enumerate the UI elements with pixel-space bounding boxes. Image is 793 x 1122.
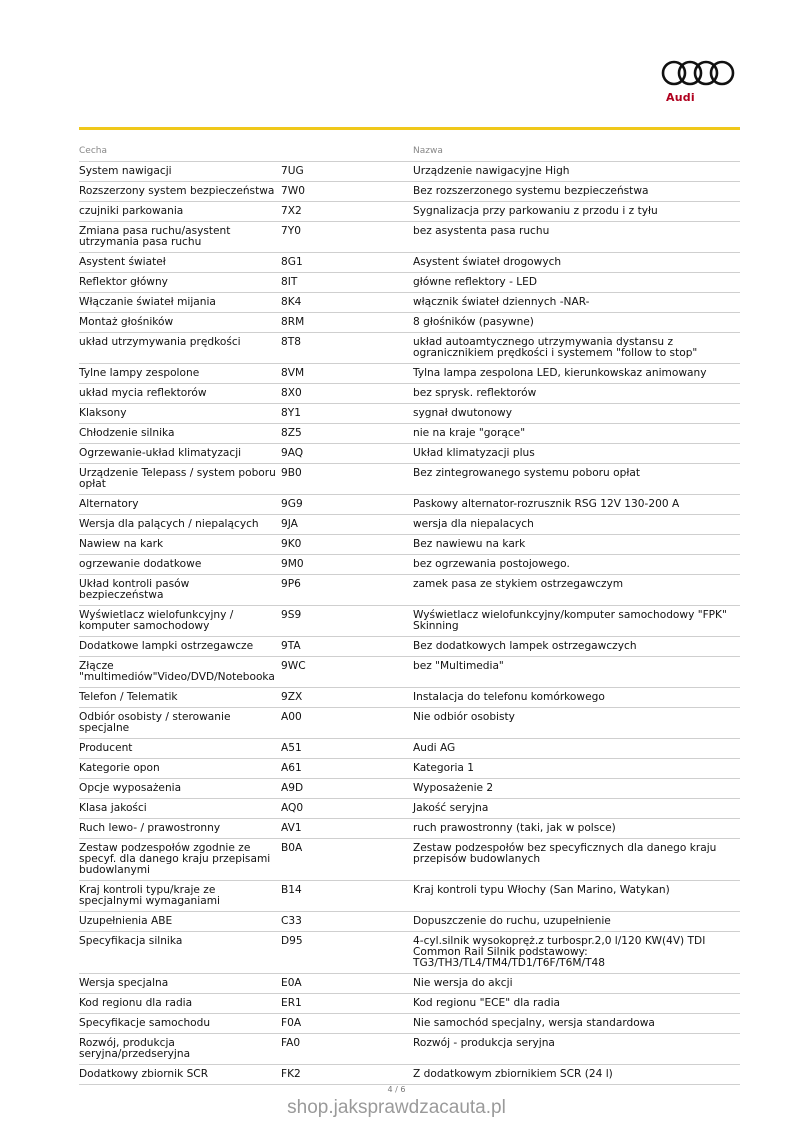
table-row bbox=[79, 912, 740, 932]
table-row bbox=[79, 162, 740, 182]
name-cell: Układ klimatyzacji plus bbox=[413, 447, 535, 459]
code-cell: 9TA bbox=[281, 640, 301, 652]
column-header-name: Nazwa bbox=[413, 146, 443, 156]
feature-cell: układ mycia reflektorów bbox=[79, 387, 207, 399]
name-cell: 4-cyl.silnik wysokopręż.z turbospr.2,0 l/120 KW(4V) TDI Common Rail Silnik podstawowy: TG3/TH3/TL4/TM4/TD1/T6F/T6M/T48 bbox=[413, 935, 706, 969]
brand-name: Audi bbox=[666, 91, 695, 104]
name-cell: sygnał dwutonowy bbox=[413, 407, 512, 419]
code-cell: D95 bbox=[281, 935, 303, 947]
table-row bbox=[79, 202, 740, 222]
table-row bbox=[79, 657, 740, 688]
name-cell: Bez rozszerzonego systemu bezpieczeństwa bbox=[413, 185, 649, 197]
table-row bbox=[79, 444, 740, 464]
feature-cell: Wyświetlacz wielofunkcyjny / komputer samochodowy bbox=[79, 609, 234, 632]
feature-cell: Kraj kontroli typu/kraje ze specjalnymi wymaganiami bbox=[79, 884, 220, 907]
table-row bbox=[79, 606, 740, 637]
code-cell: FK2 bbox=[281, 1068, 301, 1080]
feature-cell: ogrzewanie dodatkowe bbox=[79, 558, 202, 570]
name-cell: bez "Multimedia" bbox=[413, 660, 504, 672]
name-cell: Wyposażenie 2 bbox=[413, 782, 494, 794]
audi-rings-logo bbox=[660, 58, 738, 88]
name-cell: Asystent świateł drogowych bbox=[413, 256, 562, 268]
name-cell: Wyświetlacz wielofunkcyjny/komputer samochodowy "FPK" Skinning bbox=[413, 609, 727, 632]
feature-cell: Wersja dla palących / niepalących bbox=[79, 518, 259, 530]
code-cell: 8Y1 bbox=[281, 407, 301, 419]
name-cell: Instalacja do telefonu komórkowego bbox=[413, 691, 605, 703]
code-cell: E0A bbox=[281, 977, 302, 989]
table-row bbox=[79, 708, 740, 739]
feature-cell: Urządzenie Telepass / system poboru opłat bbox=[79, 467, 276, 490]
code-cell: 9P6 bbox=[281, 578, 301, 590]
table-row bbox=[79, 424, 740, 444]
table-row bbox=[79, 404, 740, 424]
code-cell: FA0 bbox=[281, 1037, 301, 1049]
table-row bbox=[79, 555, 740, 575]
feature-cell: Włączanie świateł mijania bbox=[79, 296, 216, 308]
feature-cell: Opcje wyposażenia bbox=[79, 782, 182, 794]
table-row bbox=[79, 222, 740, 253]
feature-cell: Wersja specjalna bbox=[79, 977, 169, 989]
table-row bbox=[79, 1014, 740, 1034]
code-cell: 7Y0 bbox=[281, 225, 301, 237]
feature-cell: Układ kontroli pasów bezpieczeństwa bbox=[79, 578, 190, 601]
feature-cell: Odbiór osobisty / sterowanie specjalne bbox=[79, 711, 231, 734]
table-row bbox=[79, 799, 740, 819]
equipment-table bbox=[79, 146, 740, 1085]
code-cell: 8IT bbox=[281, 276, 298, 288]
table-row bbox=[79, 273, 740, 293]
name-cell: Nie wersja do akcji bbox=[413, 977, 513, 989]
name-cell: układ autoamtycznego utrzymywania dystansu z ogranicznikiem prędkości i systemem "follow to stop" bbox=[413, 336, 698, 359]
code-cell: 9JA bbox=[281, 518, 298, 530]
feature-cell: Tylne lampy zespolone bbox=[79, 367, 200, 379]
feature-cell: Specyfikacja silnika bbox=[79, 935, 183, 947]
table-row bbox=[79, 364, 740, 384]
code-cell: 8G1 bbox=[281, 256, 303, 268]
code-cell: 8RM bbox=[281, 316, 305, 328]
table-body bbox=[79, 162, 740, 1085]
name-cell: Kraj kontroli typu Włochy (San Marino, Watykan) bbox=[413, 884, 670, 896]
feature-cell: Złącze "multimediów"Video/DVD/Notebooka bbox=[79, 660, 275, 683]
name-cell: Rozwój - produkcja seryjna bbox=[413, 1037, 555, 1049]
column-header-feature: Cecha bbox=[79, 146, 107, 156]
code-cell: AQ0 bbox=[281, 802, 304, 814]
code-cell: 8X0 bbox=[281, 387, 302, 399]
name-cell: Jakość seryjna bbox=[413, 802, 489, 814]
table-row bbox=[79, 464, 740, 495]
table-row bbox=[79, 739, 740, 759]
name-cell: nie na kraje "gorące" bbox=[413, 427, 526, 439]
name-cell: Zestaw podzespołów bez specyficznych dla danego kraju przepisów budowlanych bbox=[413, 842, 717, 865]
feature-cell: Ruch lewo- / prawostronny bbox=[79, 822, 221, 834]
code-cell: 9K0 bbox=[281, 538, 302, 550]
feature-cell: Zestaw podzespołów zgodnie ze specyf. dla danego kraju przepisami budowlanymi bbox=[79, 842, 271, 876]
feature-cell: System nawigacji bbox=[79, 165, 172, 177]
feature-cell: Chłodzenie silnika bbox=[79, 427, 175, 439]
code-cell: B0A bbox=[281, 842, 303, 854]
table-row bbox=[79, 535, 740, 555]
name-cell: ruch prawostronny (taki, jak w polsce) bbox=[413, 822, 616, 834]
name-cell: Paskowy alternator-rozrusznik RSG 12V 130-200 A bbox=[413, 498, 680, 510]
table-row bbox=[79, 839, 740, 881]
feature-cell: czujniki parkowania bbox=[79, 205, 184, 217]
table-row bbox=[79, 182, 740, 202]
code-cell: 9S9 bbox=[281, 609, 302, 621]
feature-cell: Producent bbox=[79, 742, 133, 754]
table-row bbox=[79, 637, 740, 657]
table-row bbox=[79, 779, 740, 799]
name-cell: Bez zintegrowanego systemu poboru opłat bbox=[413, 467, 640, 479]
name-cell: bez ogrzewania postojowego. bbox=[413, 558, 570, 570]
code-cell: 9G9 bbox=[281, 498, 303, 510]
feature-cell: Specyfikacje samochodu bbox=[79, 1017, 211, 1029]
feature-cell: Telefon / Telematik bbox=[79, 691, 178, 703]
code-cell: A61 bbox=[281, 762, 302, 774]
header-accent-rule bbox=[79, 127, 740, 130]
name-cell: Kategoria 1 bbox=[413, 762, 475, 774]
name-cell: 8 głośników (pasywne) bbox=[413, 316, 534, 328]
code-cell: A51 bbox=[281, 742, 302, 754]
code-cell: B14 bbox=[281, 884, 302, 896]
code-cell: 9ZX bbox=[281, 691, 303, 703]
table-row bbox=[79, 515, 740, 535]
code-cell: C33 bbox=[281, 915, 302, 927]
code-cell: 8Z5 bbox=[281, 427, 302, 439]
code-cell: 9AQ bbox=[281, 447, 304, 459]
code-cell: F0A bbox=[281, 1017, 302, 1029]
table-row bbox=[79, 1034, 740, 1065]
table-row bbox=[79, 253, 740, 273]
name-cell: Nie samochód specjalny, wersja standardowa bbox=[413, 1017, 655, 1029]
code-cell: A9D bbox=[281, 782, 304, 794]
name-cell: Kod regionu "ECE" dla radia bbox=[413, 997, 561, 1009]
feature-cell: Nawiew na kark bbox=[79, 538, 164, 550]
code-cell: 7W0 bbox=[281, 185, 305, 197]
feature-cell: Kategorie opon bbox=[79, 762, 160, 774]
table-row bbox=[79, 293, 740, 313]
table-row bbox=[79, 688, 740, 708]
feature-cell: Rozszerzony system bezpieczeństwa bbox=[79, 185, 275, 197]
feature-cell: Uzupełnienia ABE bbox=[79, 915, 173, 927]
code-cell: A00 bbox=[281, 711, 302, 723]
table-row bbox=[79, 384, 740, 404]
name-cell: bez sprysk. reflektorów bbox=[413, 387, 537, 399]
code-cell: ER1 bbox=[281, 997, 302, 1009]
name-cell: wersja dla niepalacych bbox=[413, 518, 534, 530]
watermark-site: shop.jaksprawdzacauta.pl bbox=[287, 1097, 506, 1118]
name-cell: zamek pasa ze stykiem ostrzegawczym bbox=[413, 578, 624, 590]
table-row bbox=[79, 994, 740, 1014]
feature-cell: Klaksony bbox=[79, 407, 127, 419]
code-cell: 9B0 bbox=[281, 467, 302, 479]
table-row bbox=[79, 932, 740, 974]
table-header bbox=[79, 146, 740, 162]
feature-cell: Dodatkowy zbiornik SCR bbox=[79, 1068, 209, 1080]
feature-cell: Rozwój, produkcja seryjna/przedseryjna bbox=[79, 1037, 191, 1060]
feature-cell: Dodatkowe lampki ostrzegawcze bbox=[79, 640, 254, 652]
name-cell: Urządzenie nawigacyjne High bbox=[413, 165, 570, 177]
feature-cell: Montaż głośników bbox=[79, 316, 174, 328]
name-cell: Bez dodatkowych lampek ostrzegawczych bbox=[413, 640, 637, 652]
name-cell: włącznik świateł dziennych -NAR- bbox=[413, 296, 590, 308]
name-cell: Nie odbiór osobisty bbox=[413, 711, 515, 723]
code-cell: 8K4 bbox=[281, 296, 302, 308]
table-row bbox=[79, 313, 740, 333]
feature-cell: Klasa jakości bbox=[79, 802, 147, 814]
name-cell: Z dodatkowym zbiornikiem SCR (24 l) bbox=[413, 1068, 613, 1080]
name-cell: Tylna lampa zespolona LED, kierunkowskaz animowany bbox=[413, 367, 707, 379]
feature-cell: układ utrzymywania prędkości bbox=[79, 336, 241, 348]
code-cell: 8VM bbox=[281, 367, 305, 379]
code-cell: 9M0 bbox=[281, 558, 304, 570]
page-number: 4 / 6 bbox=[387, 1085, 406, 1094]
feature-cell: Alternatory bbox=[79, 498, 139, 510]
code-cell: 9WC bbox=[281, 660, 306, 672]
name-cell: Bez nawiewu na kark bbox=[413, 538, 526, 550]
name-cell: główne reflektory - LED bbox=[413, 276, 538, 288]
feature-cell: Zmiana pasa ruchu/asystent utrzymania pasa ruchu bbox=[79, 225, 231, 248]
name-cell: Audi AG bbox=[413, 742, 456, 754]
table-row bbox=[79, 495, 740, 515]
feature-cell: Reflektor główny bbox=[79, 276, 168, 288]
code-cell: AV1 bbox=[281, 822, 302, 834]
table-row bbox=[79, 575, 740, 606]
table-row bbox=[79, 1065, 740, 1085]
table-row bbox=[79, 333, 740, 364]
table-row bbox=[79, 881, 740, 912]
code-cell: 8T8 bbox=[281, 336, 301, 348]
table-row bbox=[79, 819, 740, 839]
name-cell: Sygnalizacja przy parkowaniu z przodu i z tyłu bbox=[413, 205, 658, 217]
name-cell: Dopuszczenie do ruchu, uzupełnienie bbox=[413, 915, 611, 927]
name-cell: bez asystenta pasa ruchu bbox=[413, 225, 550, 237]
feature-cell: Asystent świateł bbox=[79, 256, 166, 268]
table-row bbox=[79, 759, 740, 779]
feature-cell: Ogrzewanie-układ klimatyzacji bbox=[79, 447, 242, 459]
code-cell: 7UG bbox=[281, 165, 304, 177]
code-cell: 7X2 bbox=[281, 205, 302, 217]
table-row bbox=[79, 974, 740, 994]
feature-cell: Kod regionu dla radia bbox=[79, 997, 193, 1009]
